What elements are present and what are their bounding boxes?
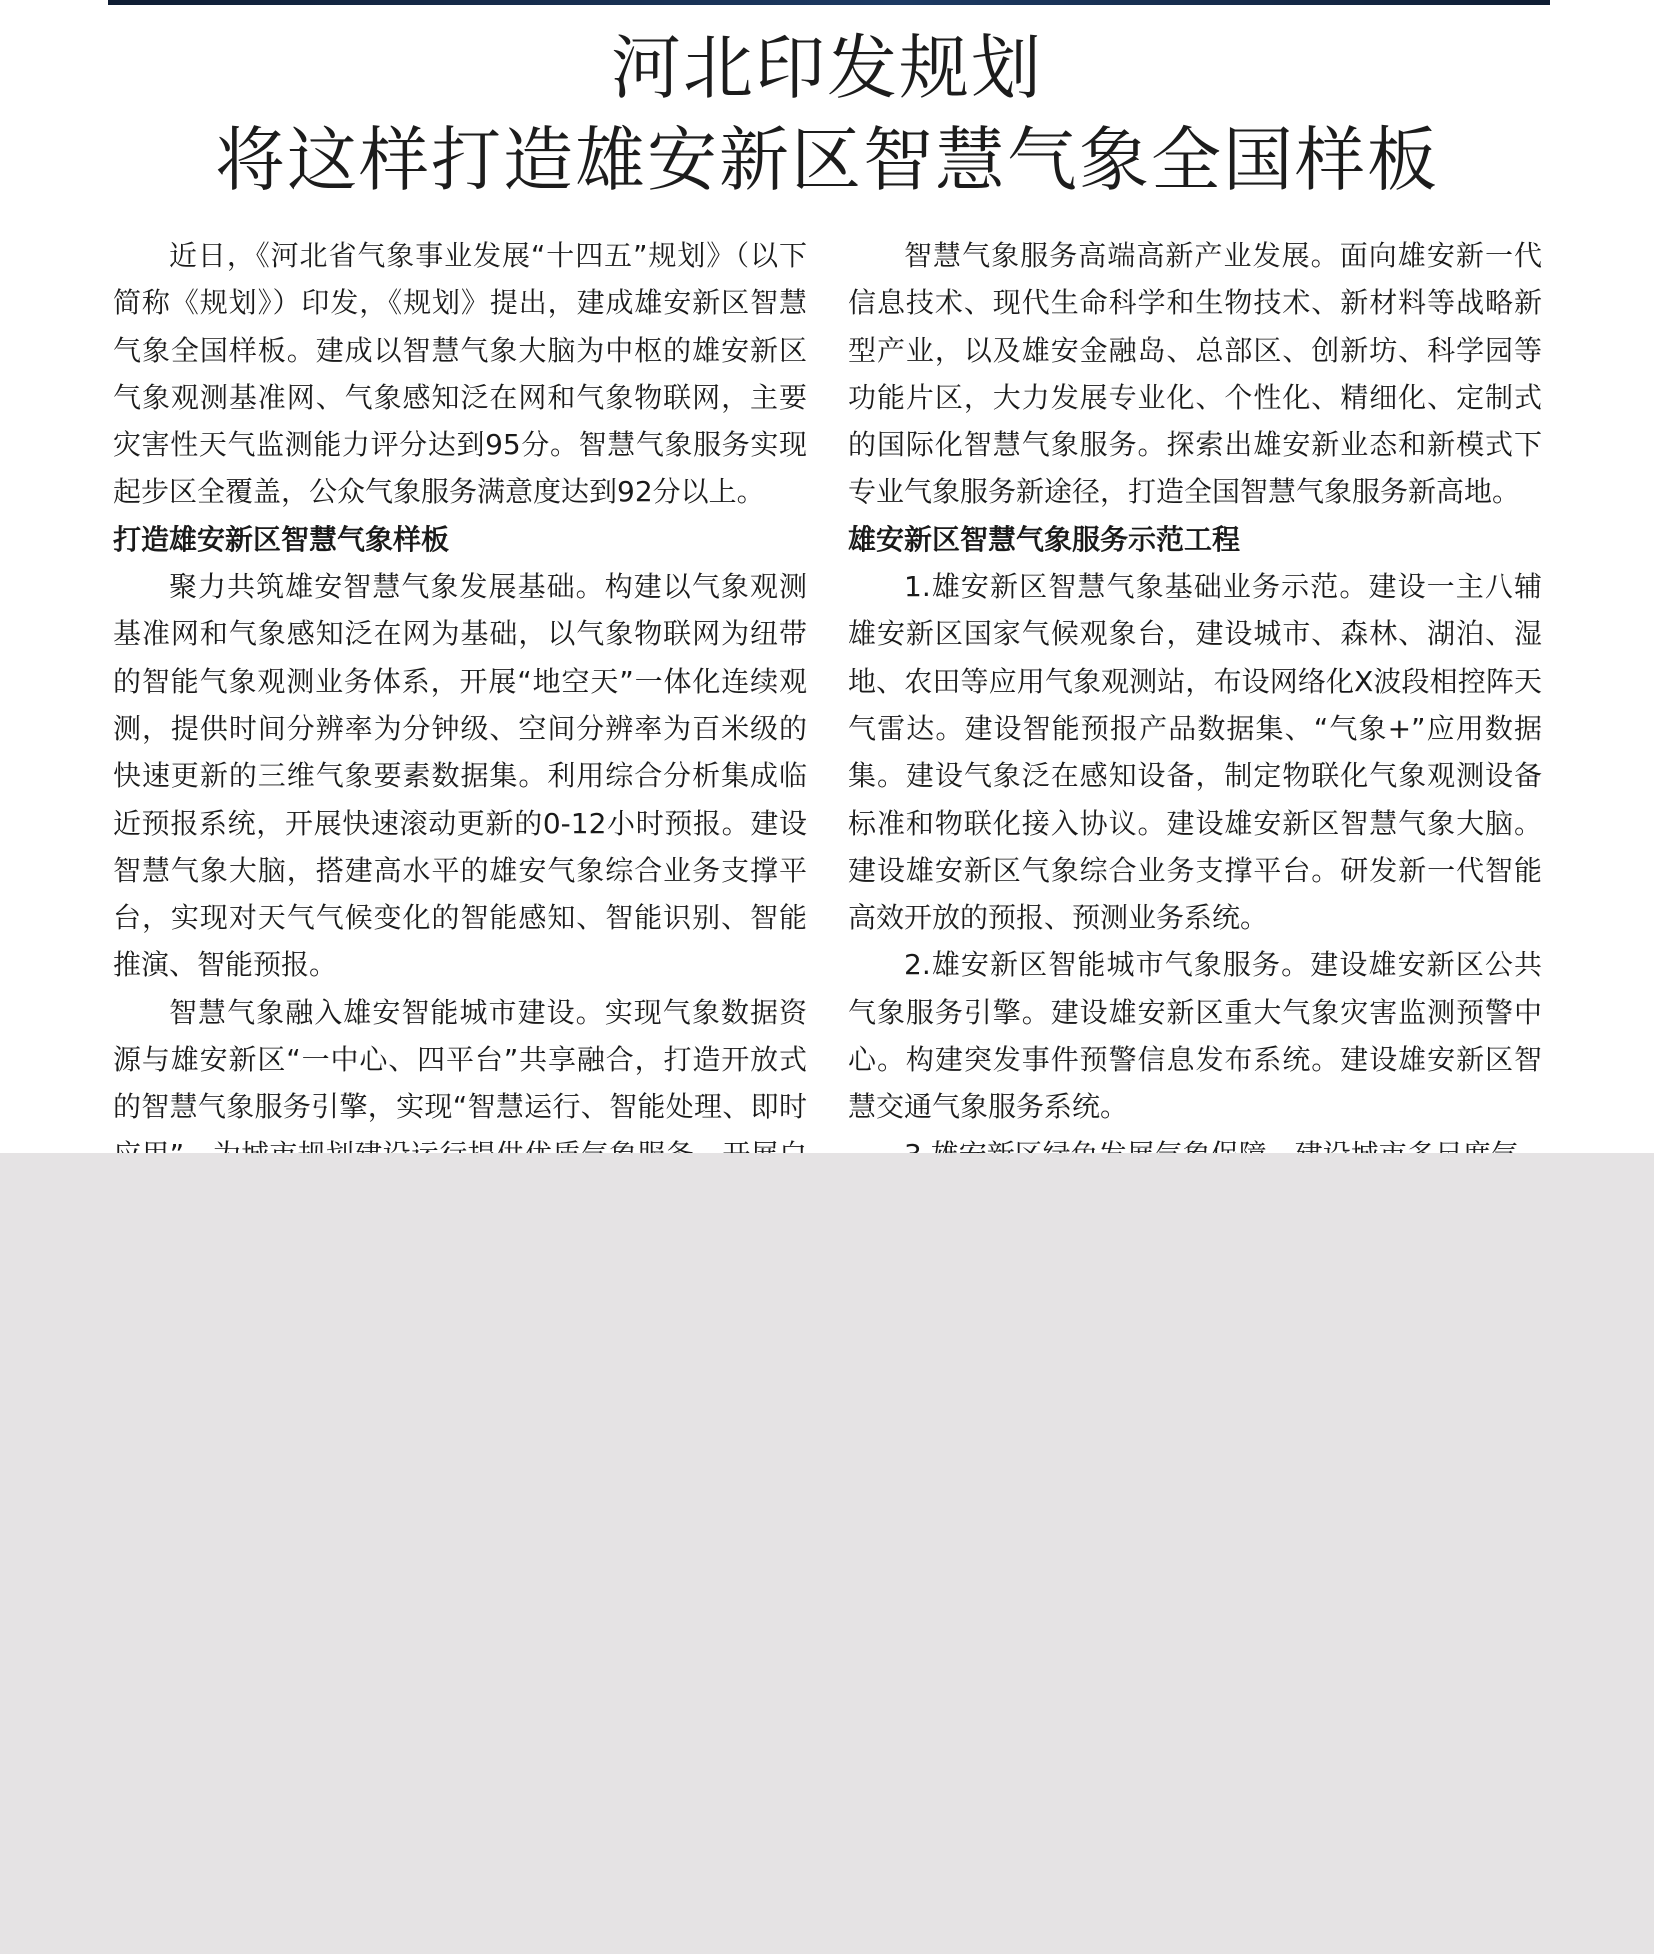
paragraph: 聚力共筑雄安智慧气象发展基础。构建以气象观测基准网和气象感知泛在网为基础，以气象物联网为纽带的智能气象观测业务体系，开展“地空天”一体化连续观测，提供时间分辨率为分钟级、空间分辨率为百米级的快速更新的三维气象要素数据集。利用综合分析集成临近预报系统，开展快速滚动更新的0-12小时预报。建设智慧气象大脑，搭建高水平的雄安气象综合业务支撑平台，实现对天气气候变化的智能感知、智能识别、智能推演、智能预报。 xyxy=(113,570,807,982)
top-rule xyxy=(108,0,1550,5)
paragraph: 智慧气象服务高端高新产业发展。面向雄安新一代信息技术、现代生命科学和生物技术、新材料等战略新型产业，以及雄安金融岛、总部区、创新坊、科学园等功能片区，大力发展专业化、个性化、精细化、定制式的国际化智慧气象服务。探索出雄安新业态和新模式下专业气象服务新途径，打造全国智慧气象服务新高地。 xyxy=(848,239,1542,509)
gray-overlay-panel xyxy=(0,1153,1654,1954)
article-title-line-1: 河北印发规划 xyxy=(611,27,1043,109)
left-column xyxy=(113,232,807,1225)
section-heading: 雄安新区智慧气象服务示范工程 xyxy=(848,522,1241,556)
paragraph: 2.雄安新区智能城市气象服务。建设雄安新区公共气象服务引擎。建设雄安新区重大气象灾害监测预警中心。构建突发事件预警信息发布系统。建设雄安新区智慧交通气象服务系统。 xyxy=(848,948,1542,1124)
section-heading: 打造雄安新区智慧气象样板 xyxy=(113,522,450,556)
right-column xyxy=(848,232,1542,1178)
article-title-line-2: 将这样打造雄安新区智慧气象全国样板 xyxy=(215,119,1439,201)
paragraph: 智慧气象融入雄安智能城市建设。实现气象数据资源与雄安新区“一中心、四平台”共享融合，打造开放式的智慧气象服务引擎，实现“智慧运行、智能处理、即时 xyxy=(113,995,807,1124)
paragraph: 近日，《河北省气象事业发展“十四五”规划》（以下简称《规划》）印发，《规划》提出，建成雄安新区智慧气象全国样板。建成以智慧气象大脑为中枢的雄安新区气象观测基准网、气象感知泛在网和气象物联网，主要灾害性天气监测能力评分达到95分。智慧气象服务实现起步区全覆盖，公众气象服务满意度达到92分以上。 xyxy=(113,239,807,509)
paragraph: 1.雄安新区智慧气象基础业务示范。建设一主八辅雄安新区国家气候观象台，建设城市、森林、湖泊、湿地、农田等应用气象观测站，布设网络化X波段相控阵天气雷达。建设智能预报产品数据集、“气象+”应用数据集。建设气象泛在感知设备，制定物联化气象观测设备标准和物联化接入协议。建设雄安新区智慧气象大脑。建设雄安新区气象综合业务支撑平台。研发新一代智能高效开放的预报、预测业务系统。 xyxy=(848,570,1542,935)
